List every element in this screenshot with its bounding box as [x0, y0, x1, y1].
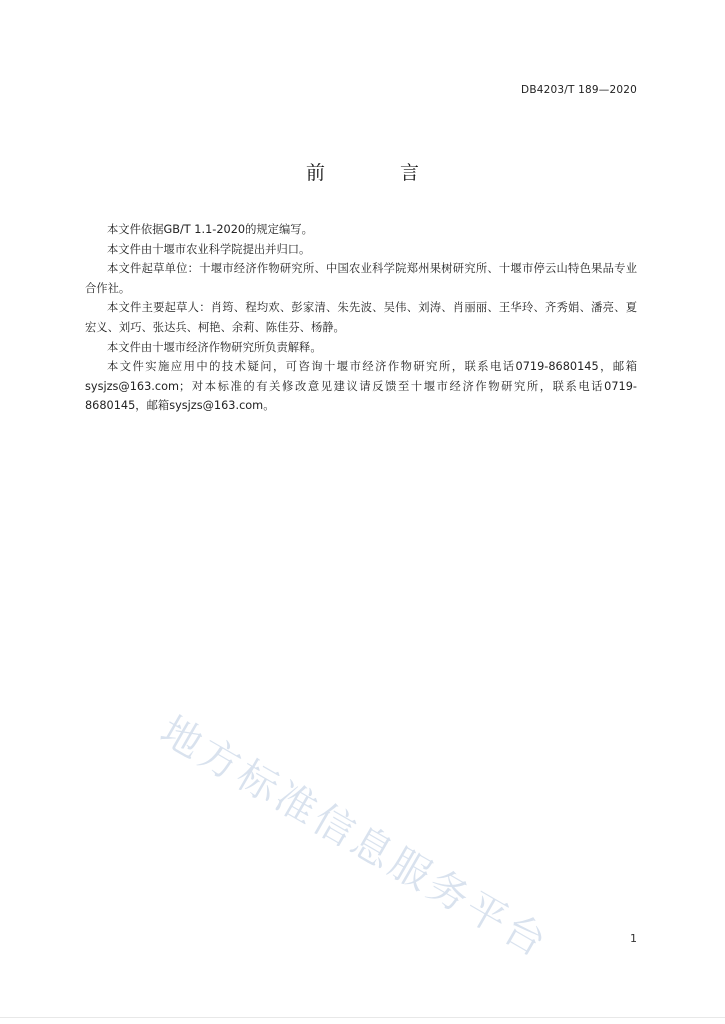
paragraph-contact: 本文件实施应用中的技术疑问，可咨询十堰市经济作物研究所，联系电话0719-8680145，邮箱sysjzs@163.com；对本标准的有关修改意见建议请反馈至十堰市经济作物研究所，联系电话0719-8680145，邮箱sysjzs@163.com。	[85, 360, 637, 413]
paragraph-proposer: 本文件由十堰市农业科学院提出并归口。	[107, 242, 311, 256]
paragraph-drafting-units: 本文件起草单位：十堰市经济作物研究所、中国农业科学院郑州果树研究所、十堰市停云山特色果品专业合作社。	[85, 262, 637, 295]
paragraph-drafters: 本文件主要起草人：肖筠、程均欢、彭家清、朱先波、吴伟、刘涛、肖丽丽、王华玲、齐秀娟、潘亮、夏宏义、刘巧、张达兵、柯艳、余莉、陈佳芬、杨静。	[85, 301, 637, 334]
watermark: 地方标准信息服务平台	[152, 707, 557, 968]
paragraph-basis: 本文件依据GB/T 1.1-2020的规定编写。	[107, 223, 313, 236]
standard-code: DB4203/T 189—2020	[521, 84, 637, 96]
scan-edge-line	[0, 1017, 725, 1018]
paragraph-interpretation: 本文件由十堰市经济作物研究所负责解释。	[107, 340, 322, 354]
page-title: 前 言	[305, 162, 447, 184]
foreword-body	[85, 220, 637, 416]
page-number: 1	[630, 932, 637, 945]
